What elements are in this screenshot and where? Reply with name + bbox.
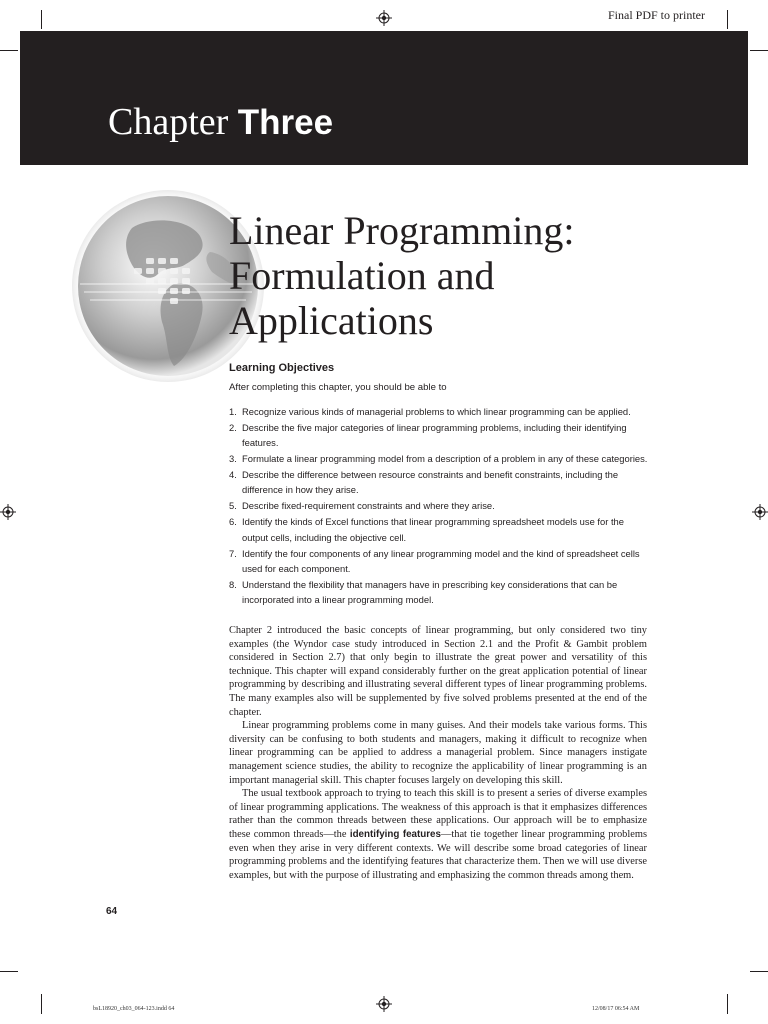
body-paragraph-text: The usual textbook approach to trying to teach this skill is to present a series of diverse examples of linear programming applications. The weakness of this approach is that it emphasizes differences rather than the common threads between these applications. Our approach will be to emphasize these common threads—the (229, 788, 647, 840)
objective-number: 7. (229, 547, 237, 559)
objective-text: Recognize various kinds of managerial problems to which linear programming can be applied. (242, 406, 631, 417)
page-number: 64 (106, 906, 118, 917)
objective-number: 3. (229, 453, 237, 465)
chapter-label: Chapter (108, 101, 229, 143)
registration-mark-icon (376, 996, 392, 1012)
objective-text: Identify the four components of any linear programming model and the kind of spreadsheet cells used for each component. (242, 547, 640, 574)
print-status-label: Final PDF to printer (608, 8, 706, 22)
crop-mark (0, 50, 18, 51)
crop-mark (727, 10, 728, 29)
body-paragraph: Linear programming problems come in many guises. And their models take various forms. This diversity can be confusing to both students and managers, making it difficult to recognize when linear programming can be applied to address a managerial problem. Since managers instigate management science studies, the ability to recognize the applicability of linear programming is an important managerial skill. This chapter focuses largely on developing this skill. (229, 720, 647, 786)
body-paragraph: Chapter 2 introduced the basic concepts of linear programming, but only considered two tiny examples (the Wyndor case study introduced in Section 2.1 and the Profit & Gambit problem considered in Section 2.7) that only begin to illustrate the great power and versatility of this technique. This chapter will expand considerably further on the great application potential of linear programming by describing and illustrating several different types of linear programming problems. The many examples also will be supplemented by five solved problems presented at the end of the chapter. (229, 625, 647, 718)
objective-item (229, 451, 649, 466)
objective-text: Describe the difference between resource constraints and benefit constraints, including the difference in how they arise. (242, 469, 619, 496)
file-info-slug: bsL18920_ch03_064-123.indd 64 (93, 1006, 175, 1012)
objective-text: Identify the kinds of Excel functions that linear programming spreadsheet models use for the output cells, including the objective cell. (242, 516, 624, 543)
crop-mark (750, 50, 768, 51)
crop-mark (750, 971, 768, 972)
objective-item (229, 546, 649, 576)
chapter-title-line: Formulation and (229, 253, 495, 298)
objective-number: 4. (229, 469, 237, 481)
objective-number: 2. (229, 422, 237, 433)
learning-objectives-heading: Learning Objectives (229, 362, 335, 374)
objective-number: 1. (229, 406, 237, 417)
body-paragraph (229, 787, 647, 882)
crop-mark (41, 10, 42, 29)
objective-text: Describe fixed-requirement constraints and where they arise. (242, 500, 495, 512)
objective-item (229, 467, 649, 497)
chapter-body (229, 624, 647, 882)
registration-mark-icon (752, 504, 768, 520)
learning-objectives-intro: After completing this chapter, you should be able to (229, 382, 447, 393)
key-term: identifying features (349, 828, 441, 840)
registration-mark-icon (376, 10, 392, 26)
objective-number: 8. (229, 578, 237, 590)
objective-item (229, 404, 649, 419)
chapter-title-line: Linear Programming: (229, 208, 575, 253)
objective-item (229, 420, 649, 450)
timestamp-slug: 12/08/17 06:54 AM (592, 1006, 640, 1012)
chapter-number: Three (237, 103, 334, 142)
chapter-banner (20, 31, 748, 165)
objective-text: Formulate a linear programming model from a description of a problem in any of these categories. (242, 453, 648, 465)
crop-mark (727, 994, 728, 1014)
objective-item (229, 577, 649, 607)
crop-mark (0, 971, 18, 972)
objective-number: 6. (229, 516, 237, 528)
body-paragraph-text: —that tie together linear programming problems even when they arise in very different contexts. We will describe some broad categories of linear programming problems and the identifying features that characterize them. Then we will use diverse examples, but with the purpose of illustrating and emphasizing the common threads among them. (229, 828, 647, 881)
objective-text: Describe the five major categories of linear programming problems, including their identifying features. (242, 422, 627, 449)
objective-item (229, 498, 649, 513)
learning-objectives-list (229, 404, 649, 608)
objective-text: Understand the flexibility that managers have in prescribing key considerations that can be incorporated into a linear programming model. (242, 578, 618, 606)
chapter-title (229, 208, 689, 343)
registration-mark-icon (0, 504, 16, 520)
chapter-heading (108, 103, 333, 141)
chapter-title-line: Applications (229, 298, 434, 343)
objective-item (229, 514, 649, 544)
objective-number: 5. (229, 500, 237, 512)
crop-mark (41, 994, 42, 1014)
